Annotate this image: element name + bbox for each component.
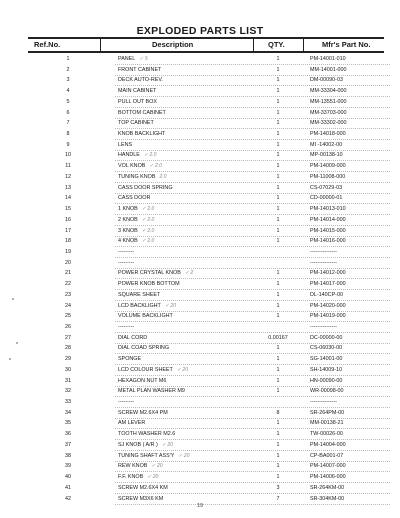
table-row — [0, 97, 400, 108]
table-row — [0, 418, 400, 429]
ref-number: 25 — [65, 313, 71, 320]
quantity: 1 — [276, 441, 280, 448]
table-row — [0, 65, 400, 76]
table-row — [0, 226, 400, 237]
table-row — [0, 247, 400, 258]
quantity: 1 — [276, 270, 280, 277]
description-text: CASS DOOR — [118, 195, 151, 202]
part-number: PM-14015-000 — [310, 227, 346, 234]
part-number: PM-14020-000 — [310, 302, 346, 309]
part-number: MI -14002-00 — [310, 141, 343, 148]
description-text: --------- — [118, 248, 135, 255]
description-text: TOP CABINET — [118, 120, 154, 127]
description-text: 2 KNOB — [118, 216, 138, 223]
quantity: 1 — [276, 452, 280, 459]
part-number: --------------- — [310, 324, 337, 330]
handwritten-note: 2.0 — [159, 173, 167, 180]
table-row — [0, 108, 400, 119]
header-divider — [253, 38, 254, 52]
table-header — [0, 38, 400, 51]
ref-number: 12 — [65, 173, 71, 180]
handwritten-note: ✓ 20 — [176, 366, 188, 373]
table-row — [0, 354, 400, 365]
quantity: 1 — [276, 56, 280, 62]
part-number: CD-00000-01 — [310, 195, 343, 202]
part-number: CP-BA001-07 — [310, 452, 344, 459]
quantity: 1 — [276, 345, 280, 352]
description-text: SJ KNOB ( A/R ) — [118, 441, 158, 448]
quantity: 1 — [276, 120, 280, 127]
quantity: 1 — [276, 313, 280, 320]
description-text: LCD BACKLIGHT — [118, 302, 161, 309]
quantity: 1 — [276, 77, 280, 84]
quantity: 3 — [276, 484, 280, 491]
part-number: CS-07029-03 — [310, 184, 343, 191]
table-row — [0, 279, 400, 290]
description-text: 3 KNOB — [118, 227, 138, 234]
description-text: DECK AUTO-REV. — [118, 77, 163, 84]
table-row — [0, 236, 400, 247]
description-text: VOL KNOB — [118, 163, 146, 170]
handwritten-note: ✓ 2.0 — [141, 206, 155, 213]
part-number: SR-264PM-00 — [310, 409, 345, 416]
description-text: LCD COLOUR SHEET — [118, 366, 173, 373]
part-number: --------------- — [310, 399, 337, 406]
header-divider — [303, 38, 304, 52]
table-row — [0, 397, 400, 408]
handwritten-note: ✓ 2.0 — [143, 152, 157, 159]
ref-number: 10 — [65, 152, 71, 159]
description-text: SCREW M2.6X4 KM — [118, 484, 168, 491]
quantity: 1 — [276, 173, 280, 180]
part-number: PM-14014-000 — [310, 216, 346, 223]
description-text: PULL OUT BOX — [118, 98, 157, 105]
table-row — [0, 461, 400, 472]
part-number: CS-06030-00 — [310, 345, 343, 352]
ref-number: 5 — [66, 98, 70, 105]
part-number: SH-14009-10 — [310, 366, 343, 373]
ref-number: 37 — [65, 441, 71, 448]
header-divider — [100, 38, 101, 52]
description-text: --------- — [118, 324, 135, 330]
description-text: TUNING KNOB — [118, 173, 156, 180]
part-number: DL-140CP-00 — [310, 291, 343, 298]
table-row — [0, 215, 400, 226]
description-text: AM LEVER — [118, 420, 146, 427]
description-text: TUNING SHAFT ASS'Y — [118, 452, 175, 459]
quantity: 1 — [276, 227, 280, 234]
ref-number: 16 — [65, 216, 71, 223]
table-row — [0, 322, 400, 333]
table-row — [0, 429, 400, 440]
ref-number: 41 — [65, 484, 71, 491]
part-number: PM-14013-010 — [310, 206, 346, 213]
quantity: 1 — [276, 163, 280, 170]
quantity: 1 — [276, 302, 280, 309]
description-text: BOTTOM CABINET — [118, 109, 166, 116]
description-text: POWER KNOB BOTTOM — [118, 281, 180, 288]
ref-number: 42 — [65, 495, 71, 502]
ref-number: 15 — [65, 206, 71, 213]
ref-number: 27 — [65, 334, 71, 341]
ref-number: 23 — [65, 291, 71, 298]
handwritten-note: ✓ 20 — [151, 463, 163, 470]
description-text: SPONGE — [118, 356, 142, 363]
table-row — [0, 301, 400, 312]
ref-number: 38 — [65, 452, 71, 459]
table-row — [0, 258, 400, 269]
ref-number: 7 — [66, 120, 70, 127]
description-text: CASS DOOR SPRING — [118, 184, 173, 191]
part-number: DM-00090-03 — [310, 77, 343, 84]
table-row — [0, 483, 400, 494]
handwritten-note: ✓ 20 — [161, 441, 173, 448]
quantity: 1 — [276, 206, 280, 213]
quantity: 1 — [276, 388, 280, 395]
description-text: DIAL COAD SPRING — [118, 345, 170, 352]
quantity: 1 — [276, 184, 280, 191]
description-text: PANEL — [118, 56, 136, 62]
part-number: MM-13551-000 — [310, 98, 347, 105]
table-row — [0, 343, 400, 354]
description-text: SQUARE SHEET — [118, 291, 161, 298]
part-number: MM-33302-000 — [310, 120, 347, 127]
quantity: 1 — [276, 463, 280, 470]
ref-number: 20 — [65, 259, 71, 266]
table-row — [0, 386, 400, 397]
handwritten-note: ✓ 2.0 — [141, 238, 155, 245]
ref-number: 22 — [65, 281, 71, 288]
description-text: HANDLE — [118, 152, 140, 159]
part-number: --------------- — [310, 259, 337, 266]
handwritten-note: ✓ 20 — [147, 474, 159, 481]
table-row — [0, 472, 400, 483]
ref-number: 40 — [65, 474, 71, 481]
quantity: 1 — [276, 131, 280, 138]
quantity: 1 — [276, 281, 280, 288]
description-text: MAIN CABINET — [118, 88, 157, 95]
quantity: 1 — [276, 66, 280, 73]
ref-number: 39 — [65, 463, 71, 470]
table-row — [0, 75, 400, 86]
ref-number: 19 — [65, 248, 71, 255]
part-number: PM-14018-000 — [310, 131, 346, 138]
part-number: HN-00090-00 — [310, 377, 343, 384]
description-text: --------- — [118, 399, 135, 406]
header-bottom-rule — [28, 51, 384, 53]
part-number: MM-33304-000 — [310, 88, 347, 95]
header-part-no: Mfr's Part No. — [322, 40, 371, 49]
quantity: 1 — [276, 420, 280, 427]
table-row — [0, 172, 400, 183]
ref-number: 14 — [65, 195, 71, 202]
description-text: TOOTH WASHER M2.6 — [118, 431, 176, 438]
table-row — [0, 376, 400, 387]
quantity: 1 — [276, 238, 280, 245]
ref-number: 2 — [66, 66, 70, 73]
ref-number: 8 — [66, 131, 70, 138]
quantity: 0.00167 — [268, 334, 288, 341]
table-row — [0, 54, 400, 65]
ref-number: 13 — [65, 184, 71, 191]
part-number: SG-14001-00 — [310, 356, 343, 363]
table-row — [0, 183, 400, 194]
part-number: WR-00098-00 — [310, 388, 344, 395]
ref-number: 21 — [65, 270, 71, 277]
ref-number: 6 — [66, 109, 70, 116]
part-number: PM-14004-000 — [310, 441, 346, 448]
ref-number: 35 — [65, 420, 71, 427]
quantity: 7 — [276, 495, 280, 502]
part-number: PM-14017-000 — [310, 281, 346, 288]
table-row — [0, 161, 400, 172]
table-row — [0, 129, 400, 140]
scan-speck — [9, 358, 11, 360]
quantity: 1 — [276, 366, 280, 373]
part-number: PM-14007-000 — [310, 463, 346, 470]
quantity: 1 — [276, 291, 280, 298]
ref-number: 31 — [65, 377, 71, 384]
ref-number: 17 — [65, 227, 71, 234]
scan-speck — [16, 342, 18, 344]
table-row — [0, 408, 400, 419]
part-number: MP-00138-10 — [310, 152, 343, 159]
quantity: 1 — [276, 431, 280, 438]
ref-number: 36 — [65, 431, 71, 438]
table-row — [0, 311, 400, 322]
ref-number: 30 — [65, 366, 71, 373]
part-number: PM-14012-000 — [310, 270, 346, 277]
table-row — [0, 290, 400, 301]
ref-number: 3 — [66, 77, 70, 84]
ref-number: 1 — [66, 56, 70, 62]
table-row — [0, 440, 400, 451]
table-row — [0, 140, 400, 151]
handwritten-note: ✓ 2.0 — [141, 216, 155, 223]
table-row — [0, 268, 400, 279]
table-row — [0, 204, 400, 215]
table-row — [0, 451, 400, 462]
part-number: MM-14001-000 — [310, 66, 347, 73]
part-number: SR-304KM-00 — [310, 495, 345, 502]
quantity: 1 — [276, 88, 280, 95]
header-qty: QTY. — [268, 40, 285, 49]
part-number: TW-00026-00 — [310, 431, 343, 438]
quantity: 8 — [276, 409, 280, 416]
ref-number: 26 — [65, 324, 71, 330]
description-text: 4 KNOB — [118, 238, 138, 245]
table-row — [0, 86, 400, 97]
part-number: SR-264KM-00 — [310, 484, 345, 491]
part-number: DC-00000-00 — [310, 334, 343, 341]
part-number: MM-00138-21 — [310, 420, 344, 427]
description-text: POWER CRYSTAL KNOB — [118, 270, 181, 277]
part-number: PM-11008-000 — [310, 173, 346, 180]
table-row — [0, 365, 400, 376]
description-text: VOLUME BACKLIGHT — [118, 313, 173, 320]
handwritten-note: ✓ 2.0 — [149, 163, 162, 170]
ref-number: 33 — [65, 399, 71, 406]
description-text: DIAL CORD — [118, 334, 148, 341]
ref-number: 32 — [65, 388, 71, 395]
quantity: 1 — [276, 152, 280, 159]
ref-number: 28 — [65, 345, 71, 352]
document-title: EXPLODED PARTS LIST — [136, 25, 264, 37]
table-row — [0, 118, 400, 129]
description-text: SCREW M2.6X4 PM — [118, 409, 168, 416]
table-row — [0, 333, 400, 344]
part-number: PM-14009-000 — [310, 163, 346, 170]
ref-number: 4 — [66, 88, 70, 95]
quantity: 1 — [276, 98, 280, 105]
part-number: MM-33703-000 — [310, 109, 347, 116]
quantity: 1 — [276, 109, 280, 116]
handwritten-note: ✓ 20 — [164, 302, 176, 309]
description-text: METAL PLAN WASHER M9 — [118, 388, 185, 395]
description-text: F.F. KNOB — [118, 474, 144, 481]
ref-number: 9 — [66, 141, 70, 148]
part-number: PM-14019-000 — [310, 313, 346, 320]
description-text: HEXAGON NUT M6 — [118, 377, 167, 384]
ref-number: 11 — [65, 163, 71, 170]
description-text: REW KNOB — [118, 463, 148, 470]
description-text: FRONT CABINET — [118, 66, 162, 73]
part-number: PM-14001-010 — [310, 56, 346, 62]
quantity: 1 — [276, 377, 280, 384]
page-number: 19 — [196, 503, 204, 509]
quantity: 1 — [276, 356, 280, 363]
ref-number: 18 — [65, 238, 71, 245]
quantity: 1 — [276, 141, 280, 148]
ref-number: 34 — [65, 409, 71, 416]
description-text: SCREW M3X6 KM — [118, 495, 164, 502]
ref-number: 24 — [65, 302, 71, 309]
quantity: 1 — [276, 216, 280, 223]
handwritten-note: ✓ 2 — [184, 270, 194, 277]
part-number: PM-14006-000 — [310, 474, 346, 481]
part-number: --------------- — [310, 248, 337, 255]
scan-speck — [12, 298, 14, 300]
handwritten-note: ✓ 20 — [178, 452, 190, 459]
table-row — [0, 193, 400, 204]
description-text: 1 KNOB — [118, 206, 138, 213]
description-text: --------- — [118, 259, 135, 266]
header-description: Description — [152, 40, 194, 49]
header-ref: Ref.No. — [34, 40, 61, 49]
description-text: KNOB BACKLIGHT — [118, 131, 166, 138]
quantity: 1 — [276, 195, 280, 202]
part-number: PM-14016-000 — [310, 238, 346, 245]
handwritten-note: ✓ 5 — [139, 56, 148, 62]
ref-number: 29 — [65, 356, 71, 363]
handwritten-note: ✓ 2.0 — [141, 227, 155, 234]
description-text: LENS — [118, 141, 133, 148]
table-row — [0, 150, 400, 161]
quantity: 1 — [276, 474, 280, 481]
